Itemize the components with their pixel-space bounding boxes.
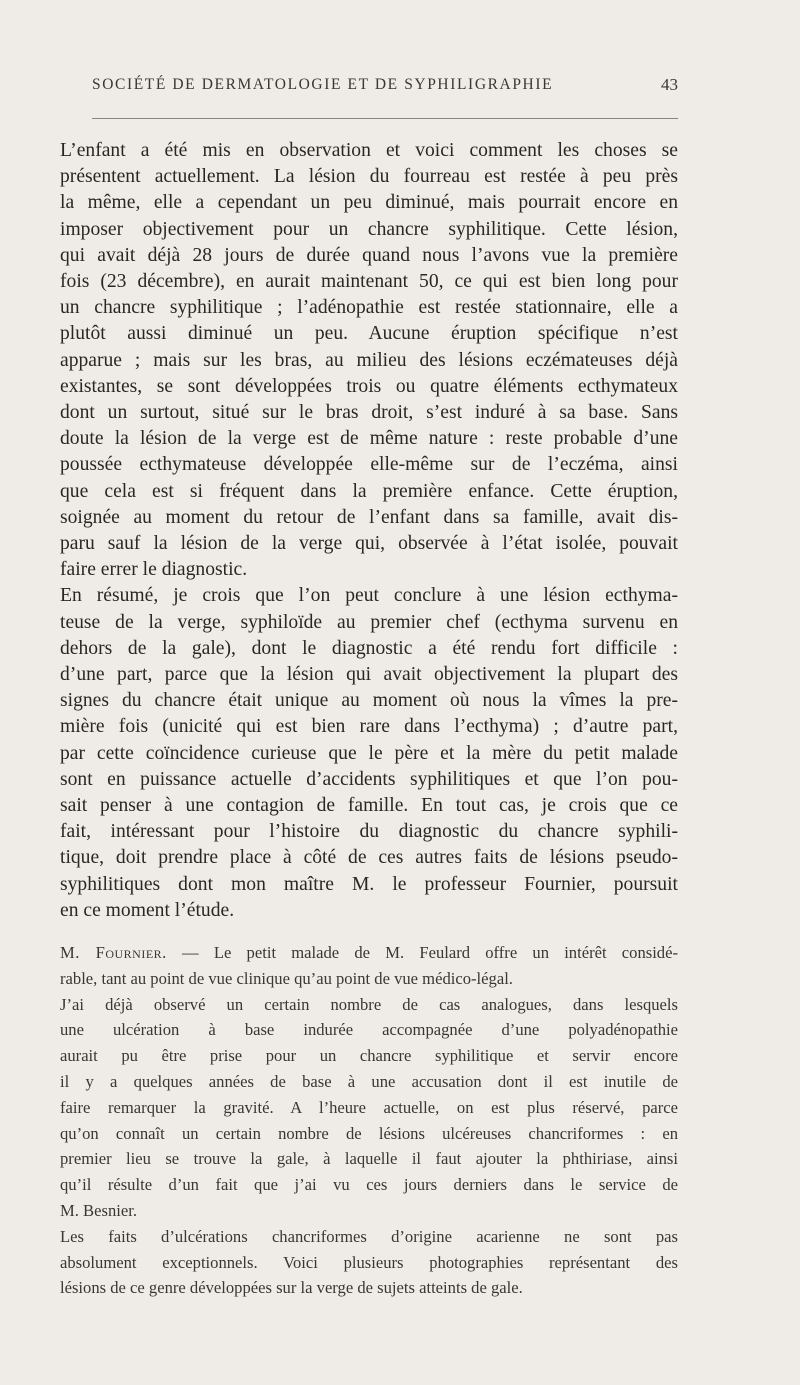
paragraph-discussion-photos bbox=[54, 1224, 678, 1301]
text-line: faire remarquer la gravité. A l’heure actuelle, on est plus réservé, parce bbox=[60, 1097, 678, 1117]
text-line: absolument exceptionnels. Voici plusieurs photographies représentant des bbox=[60, 1252, 678, 1272]
header-rule bbox=[92, 118, 678, 119]
text-line: mière fois (unicité qui est bien rare dans l’ecthyma) ; d’autre part, bbox=[60, 716, 678, 738]
text-line: aurait pu être prise pour un chancre syphilitique et servir encore bbox=[60, 1046, 678, 1066]
paragraph-discussion-cases bbox=[54, 992, 678, 1224]
section-gap bbox=[54, 924, 678, 940]
running-head: SOCIÉTÉ DE DERMATOLOGIE ET DE SYPHILIGRAPHIE bbox=[92, 76, 554, 93]
text-line: lésions de ce genre développées sur la verge de sujets atteints de gale. bbox=[60, 1278, 523, 1298]
paragraph-discussion-intro bbox=[54, 940, 678, 992]
text-line bbox=[54, 940, 678, 966]
text-line: plutôt aussi diminué un peu. Aucune éruption spécifique n’est bbox=[60, 323, 678, 345]
text-line: apparue ; mais sur les bras, au milieu des lésions eczémateuses déjà bbox=[60, 349, 678, 371]
paragraph-summary bbox=[54, 583, 678, 924]
text-line: tique, doit prendre place à côté de ces autres faits de lésions pseudo- bbox=[60, 847, 678, 869]
text-line: faire errer le diagnostic. bbox=[60, 559, 248, 581]
text-line: signes du chancre était unique au moment où nous la vîmes la pre- bbox=[60, 690, 678, 712]
text-line: un chancre syphilitique ; l’adénopathie est restée stationnaire, elle a bbox=[60, 297, 678, 319]
text-line: dont un surtout, situé sur le bras droit, s’est induré à sa base. Sans bbox=[60, 402, 678, 424]
text-line: une ulcération à base indurée accompagnée d’une polyadénopathie bbox=[60, 1020, 678, 1040]
body-text bbox=[54, 138, 678, 1301]
text-line: par cette coïncidence curieuse que le père et la mère du petit malade bbox=[60, 742, 678, 764]
text-line: premier lieu se trouve la gale, à laquelle il faut ajouter la phthiriase, ainsi bbox=[60, 1149, 678, 1169]
text-line: qu’il résulte d’un fait que j’ai vu ces jours derniers dans le service de bbox=[60, 1175, 678, 1195]
text-line: syphilitiques dont mon maître M. le professeur Fournier, poursuit bbox=[60, 873, 678, 895]
text-line: fait, intéressant pour l’histoire du diagnostic du chancre syphili- bbox=[60, 821, 678, 843]
text-line: paru sauf la lésion de la verge qui, observée à l’état isolée, pouvait bbox=[60, 533, 678, 555]
text-line: En résumé, je crois que l’on peut conclure à une lésion ecthyma- bbox=[60, 585, 678, 607]
page-number: 43 bbox=[661, 75, 678, 94]
text-line: sont en puissance actuelle d’accidents syphilitiques et que l’on pou- bbox=[60, 768, 678, 790]
text-line: présentent actuellement. La lésion du fourreau est restée à peu près bbox=[60, 166, 678, 188]
text-line: teuse de la verge, syphiloïde au premier chef (ecthyma survenu en bbox=[60, 611, 678, 633]
text-line: en ce moment l’étude. bbox=[60, 899, 235, 921]
text-line: d’une part, parce que la lésion qui avait objectivement la plupart des bbox=[60, 664, 678, 686]
text-line: rable, tant au point de vue clinique qu’au point de vue médico-légal. bbox=[60, 968, 513, 988]
text-line: que cela est si fréquent dans la première enfance. Cette éruption, bbox=[60, 480, 678, 502]
text-line: imposer objectivement pour un chancre syphilitique. Cette lésion, bbox=[60, 218, 678, 240]
text-line: poussée ecthymateuse développée elle-même sur de l’eczéma, ainsi bbox=[60, 454, 678, 476]
text-line: L’enfant a été mis en observation et voici comment les choses se bbox=[60, 140, 678, 161]
text-line: doute la lésion de la verge est de même nature : reste probable d’une bbox=[60, 428, 678, 450]
text-line: qu’on connaît un certain nombre de lésions ulcéreuses chancriformes : en bbox=[60, 1123, 678, 1143]
page-header bbox=[92, 76, 678, 100]
text-line: sait penser à une contagion de famille. En tout cas, je crois que ce bbox=[60, 795, 678, 817]
text-line: il y a quelques années de base à une accusation dont il est inutile de bbox=[60, 1072, 678, 1092]
text-line: M. Besnier. bbox=[60, 1201, 137, 1221]
text-line: fois (23 décembre), en aurait maintenant 50, ce qui est bien long pour bbox=[60, 271, 678, 293]
text-line: existantes, se sont développées trois ou quatre éléments ecthymateux bbox=[60, 375, 678, 397]
paragraph-observation bbox=[54, 138, 678, 583]
text-line: J’ai déjà observé un certain nombre de cas analogues, dans lesquels bbox=[60, 994, 678, 1014]
text-fragment: — Le petit malade de M. Feulard offre un intérêt considé- bbox=[182, 943, 678, 963]
text-line: la même, elle a cependant un peu diminué, mais pourrait encore en bbox=[60, 192, 678, 214]
text-line: qui avait déjà 28 jours de durée quand nous l’avons vue la première bbox=[60, 244, 678, 266]
text-line: Les faits d’ulcérations chancriformes d’origine acarienne ne sont pas bbox=[60, 1226, 678, 1246]
text-line: dehors de la gale), dont le diagnostic a été rendu fort difficile : bbox=[60, 637, 678, 659]
speaker-name: M. Fournier. bbox=[60, 943, 167, 963]
text-line: soignée au moment du retour de l’enfant dans sa famille, avait dis- bbox=[60, 506, 678, 528]
